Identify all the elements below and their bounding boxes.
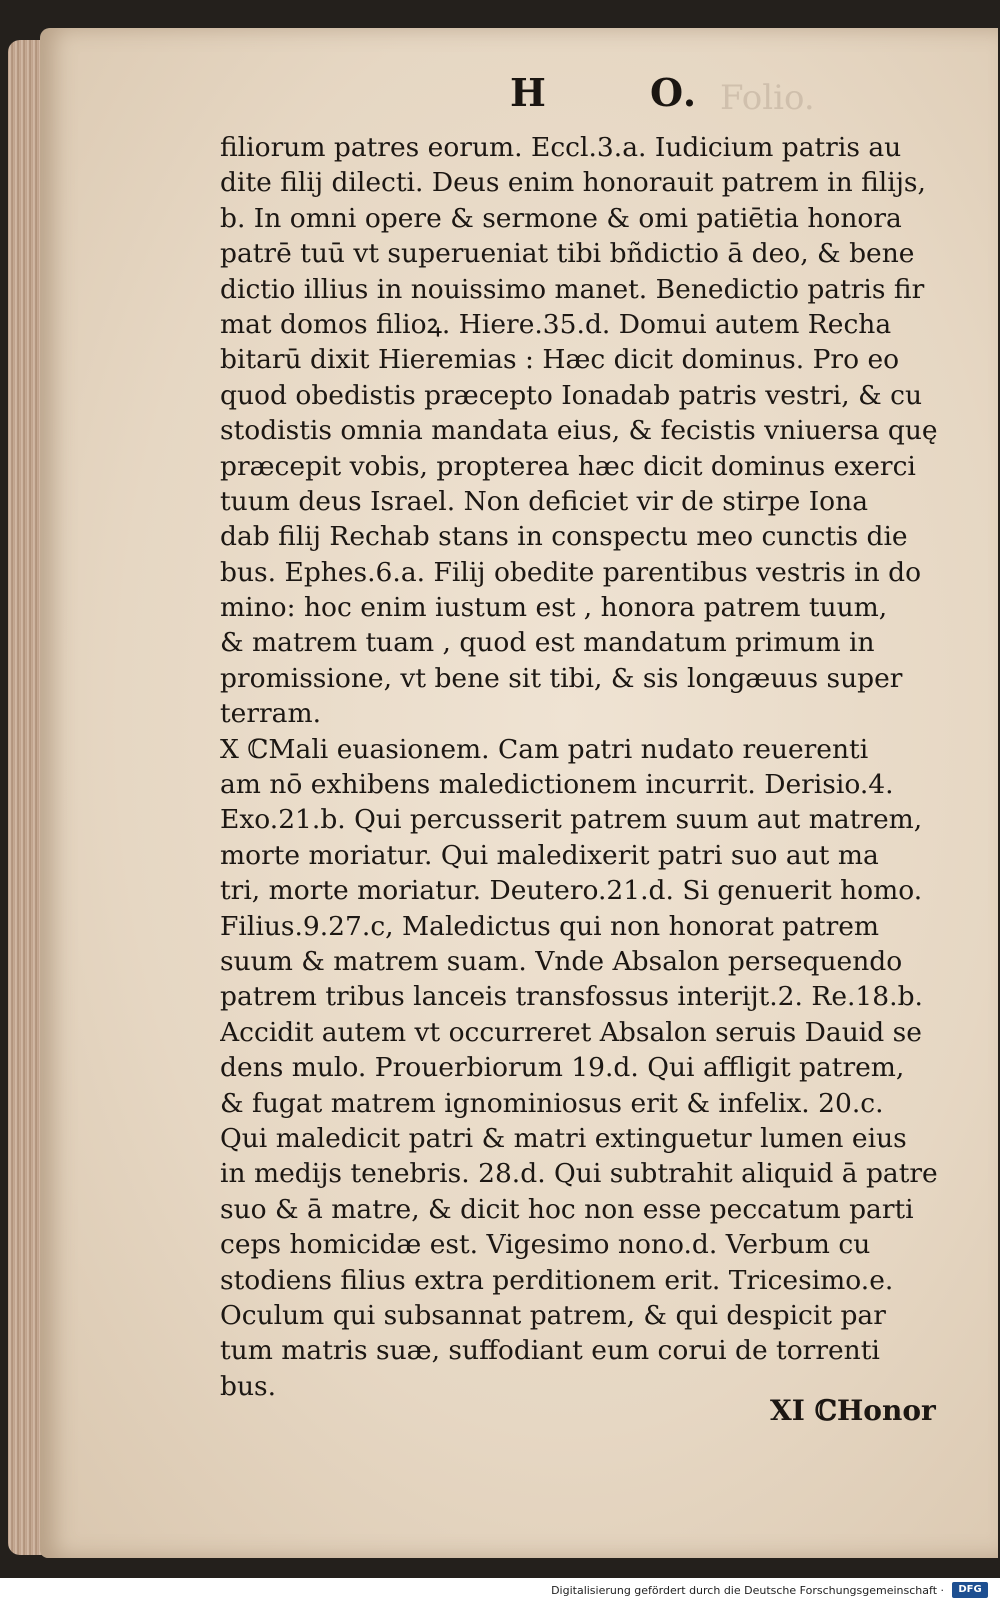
- footer-bar: [0, 1578, 1000, 1608]
- text-line: patrem tribus lanceis transfossus interijt.2. Re.18.b.: [220, 981, 923, 1013]
- page-header: [510, 70, 710, 120]
- text-line: & matrem tuam , quod est mandatum primum in: [220, 627, 875, 659]
- text-line: Exo.21.b. Qui percusserit patrem suum aut matrem,: [220, 804, 923, 836]
- text-line: b. In omni opere & sermone & omi patiētia honora: [220, 202, 902, 234]
- text-line: dens mulo. Prouerbiorum 19.d. Qui affligit patrem,: [220, 1052, 905, 1084]
- text-line: Qui maledicit patri & matri extinguetur lumen eius: [220, 1122, 907, 1154]
- text-line: mino: hoc enim iustum est , honora patrem tuum,: [220, 592, 888, 624]
- text-line: dite filij dilecti. Deus enim honorauit patrem in filijs,: [220, 167, 926, 199]
- text-line: dab filij Rechab stans in conspectu meo cunctis die: [220, 521, 908, 553]
- text-line: terram.: [220, 698, 322, 730]
- dfg-logo: DFG: [952, 1582, 988, 1598]
- text-line: suo & ā matre, & dicit hoc non esse peccatum parti: [220, 1193, 914, 1225]
- text-line: bitarū dixit Hieremias : Hæc dicit dominus. Pro eo: [220, 344, 900, 376]
- header-letter-left: H: [510, 70, 548, 115]
- text-line: stodistis omnia mandata eius, & fecistis vniuersa quę: [220, 415, 938, 447]
- text-line: filiorum patres eorum. Eccl.3.a. Iudicium patris au: [220, 132, 902, 163]
- text-line: promissione, vt bene sit tibi, & sis longæuus super: [220, 662, 903, 694]
- text-line: tri, morte moriatur. Deutero.21.d. Si genuerit homo.: [220, 875, 923, 907]
- text-line: tum matris suæ, suffodiant eum corui de torrenti: [220, 1335, 880, 1367]
- text-line: stodiens filius extra perditionem erit. Tricesimo.e.: [220, 1264, 894, 1296]
- text-line: Filius.9.27.c, Maledictus qui non honorat patrem: [220, 910, 880, 942]
- footer-credit: Digitalisierung gefördert durch die Deutsche Forschungsgemeinschaft ·: [551, 1584, 944, 1597]
- text-line: quod obedistis præcepto Ionadab patris vestri, & cu: [220, 379, 923, 411]
- text-line: morte moriatur. Qui maledixerit patri suo aut ma: [220, 839, 879, 871]
- text-line: am nō exhibens maledictionem incurrit. Derisio.4.: [220, 769, 894, 801]
- bleed-through-text: Folio.: [720, 78, 815, 118]
- text-line: suum & matrem suam. Vnde Absalon persequendo: [220, 945, 903, 977]
- text-line: patrē tuū vt superueniat tibi bñdictio ā deo, & bene: [220, 238, 915, 270]
- text-line: præcepit vobis, propterea hæc dicit dominus exerci: [220, 450, 916, 482]
- text-line: bus.: [220, 1370, 277, 1402]
- body-text: [220, 130, 980, 1404]
- text-line: ceps homicidæ est. Vigesimo nono.d. Verbum cu: [220, 1229, 871, 1261]
- text-line: bus. Ephes.6.a. Filij obedite parentibus vestris in do: [220, 556, 922, 588]
- catchword: XI ℂHonor: [770, 1394, 936, 1427]
- text-line: Oculum qui subsannat patrem, & qui despicit par: [220, 1299, 886, 1331]
- text-line: & fugat matrem ignominiosus erit & infelix. 20.c.: [220, 1087, 884, 1119]
- text-line: X ℂMali euasionem. Cam patri nudato reuerenti: [220, 733, 869, 765]
- text-line: in medijs tenebris. 28.d. Qui subtrahit aliquid ā patre: [220, 1158, 938, 1190]
- text-line: tuum deus Israel. Non deficiet vir de stirpe Iona: [220, 485, 868, 517]
- text-line: mat domos filioꝝ. Hiere.35.d. Domui autem Recha: [220, 308, 892, 340]
- text-line: Accidit autem vt occurreret Absalon seruis Dauid se: [220, 1016, 922, 1048]
- text-line: dictio illius in nouissimo manet. Benedictio patris fir: [220, 273, 925, 305]
- header-letter-right: O.: [650, 70, 699, 115]
